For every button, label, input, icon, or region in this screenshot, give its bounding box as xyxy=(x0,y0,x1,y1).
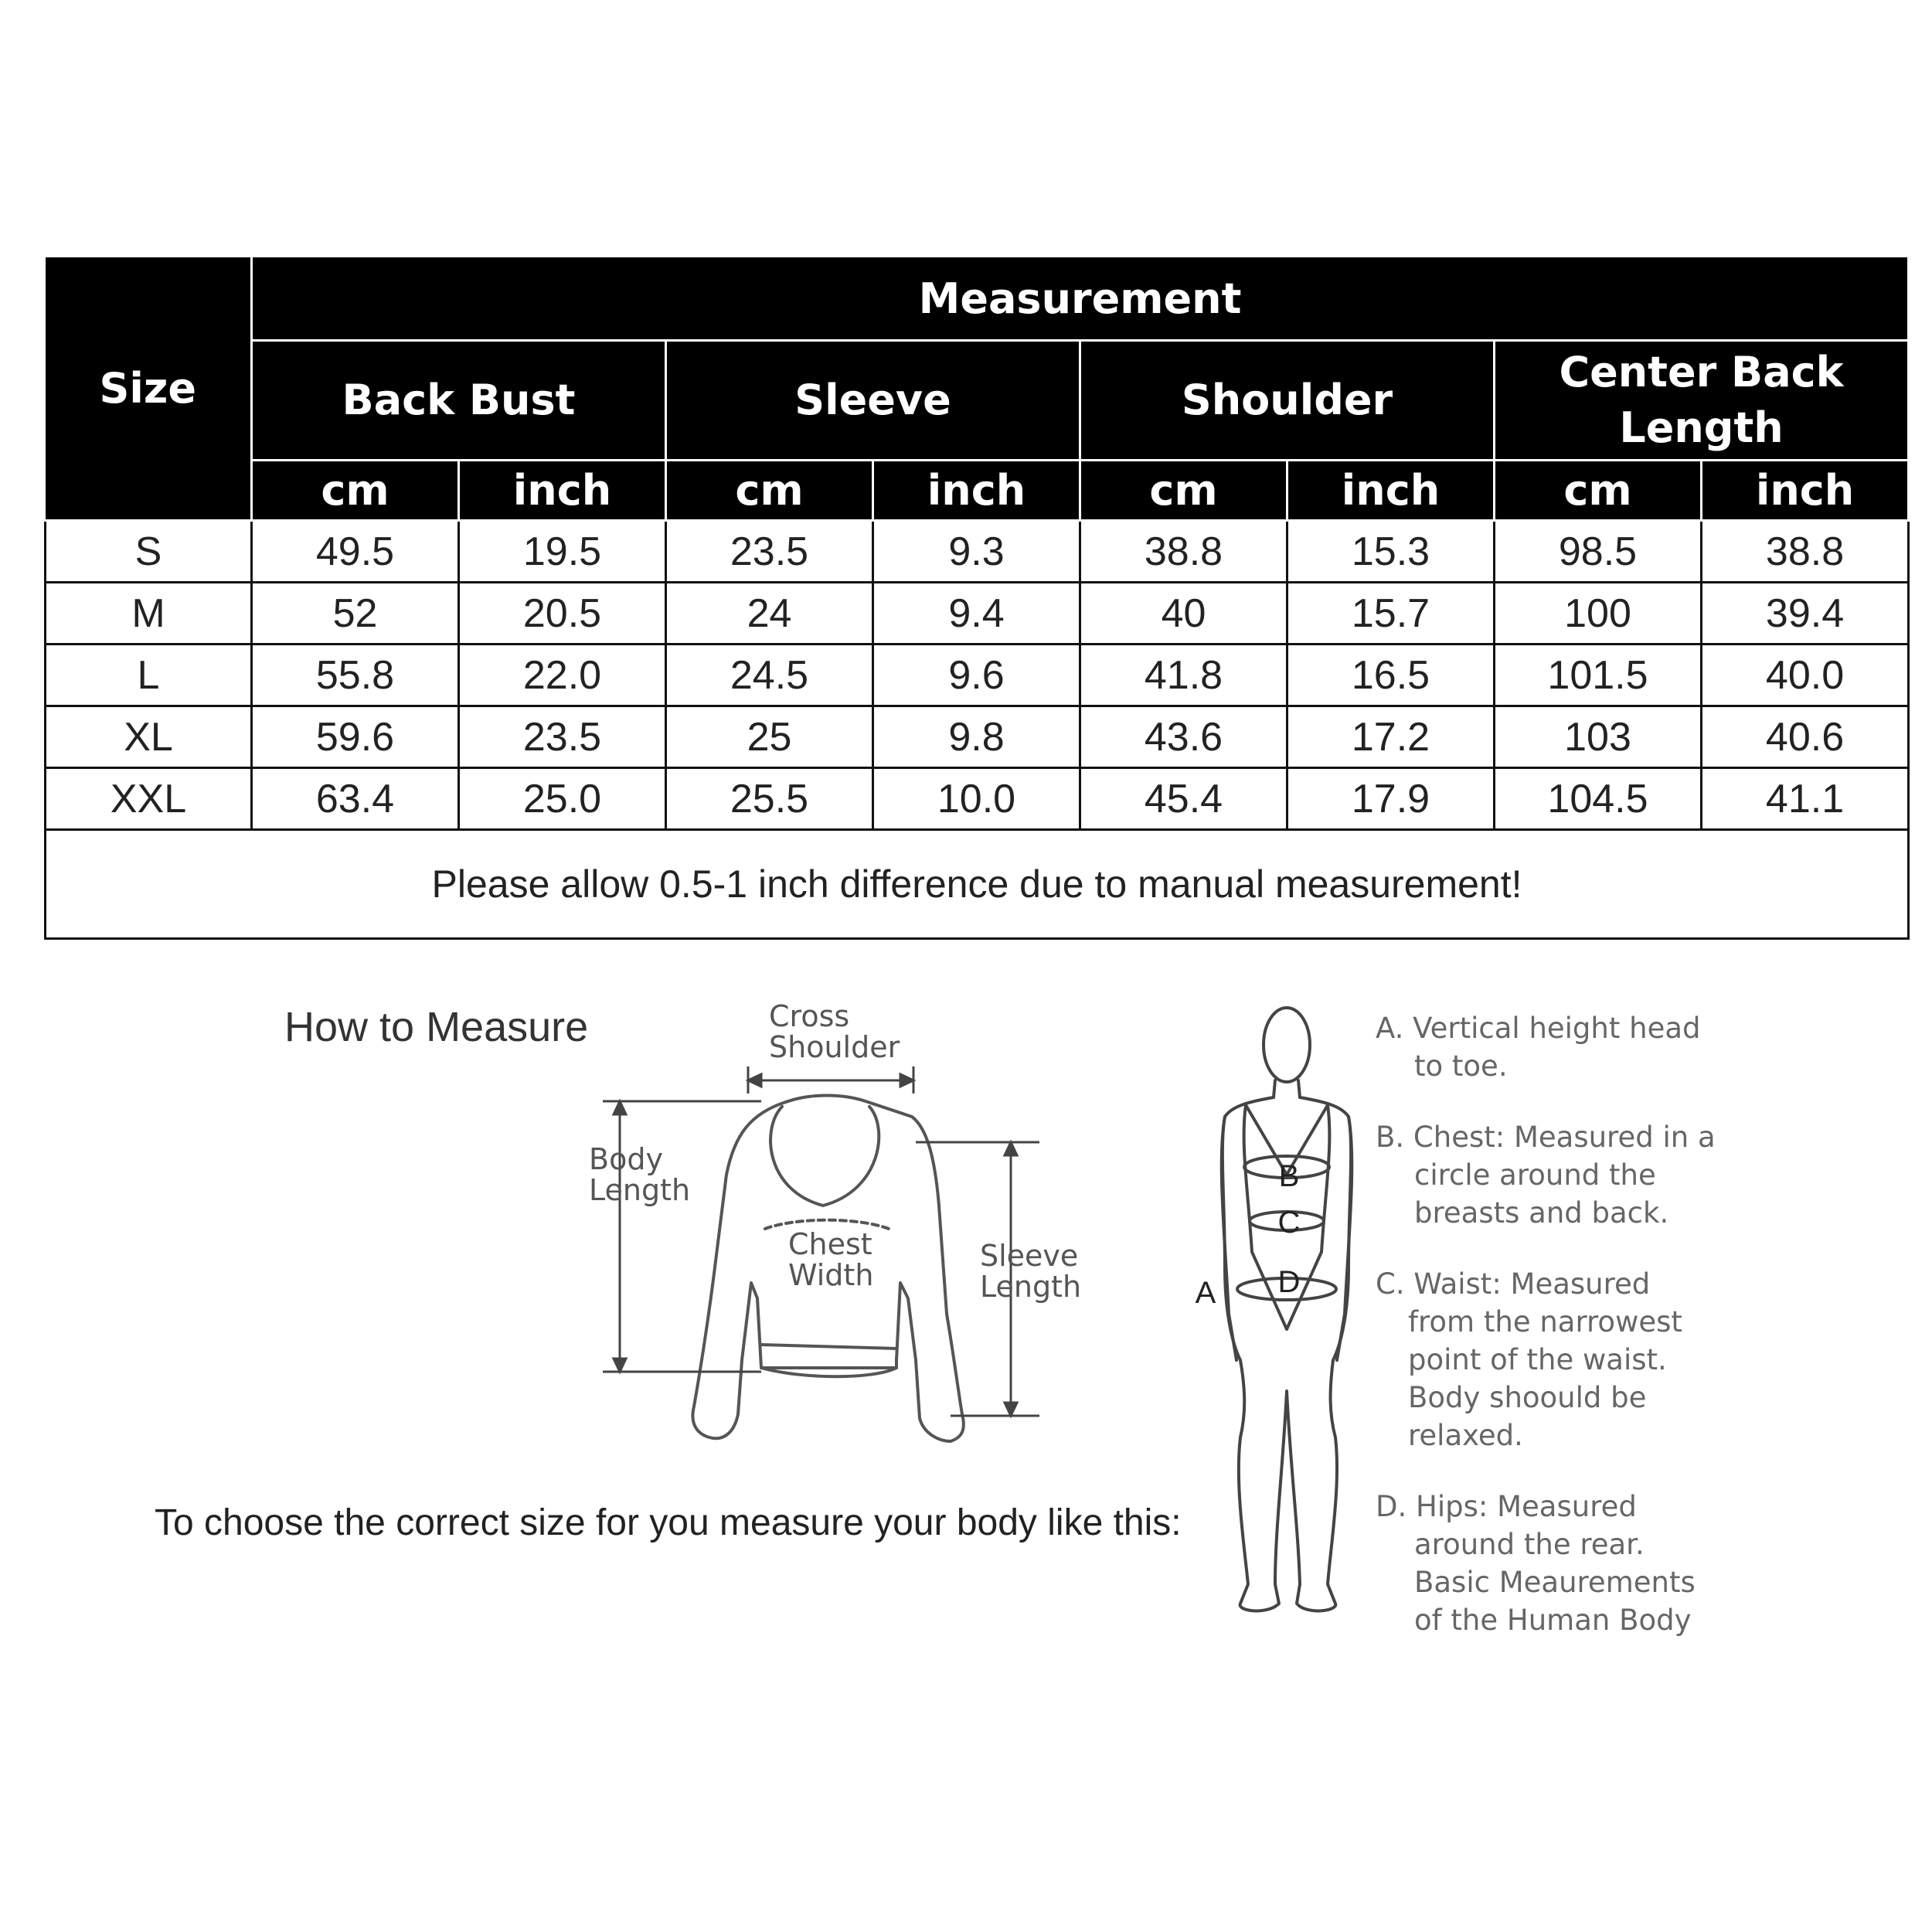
legend-item-b: B. Chest: Measured in a circle around the breasts and back. xyxy=(1376,1121,1716,1230)
value-cell: 16.5 xyxy=(1287,645,1495,706)
group-header-shoulder: Shoulder xyxy=(1080,341,1495,461)
how-to-measure-title: How to Measure xyxy=(284,1004,589,1050)
value-cell: 9.4 xyxy=(873,583,1080,645)
value-cell: 43.6 xyxy=(1080,706,1287,768)
value-cell: 98.5 xyxy=(1495,521,1702,583)
value-cell: 24 xyxy=(666,583,873,645)
value-cell: 22.0 xyxy=(459,645,666,706)
unit-header: inch xyxy=(1702,461,1909,521)
measurement-header: Measurement xyxy=(252,257,1909,341)
size-cell: XL xyxy=(46,706,252,768)
unit-header: inch xyxy=(459,461,666,521)
marker-c: C xyxy=(1277,1206,1301,1240)
value-cell: 100 xyxy=(1495,583,1702,645)
value-cell: 101.5 xyxy=(1495,645,1702,706)
value-cell: 24.5 xyxy=(666,645,873,706)
size-cell: M xyxy=(46,583,252,645)
marker-b: B xyxy=(1278,1159,1300,1193)
legend-item-d: D. Hips: Measured around the rear. Basic Meaurements of the Human Body xyxy=(1376,1490,1696,1637)
unit-header: inch xyxy=(873,461,1080,521)
choose-size-instruction: To choose the correct size for you measure your body like this: xyxy=(155,1502,1182,1543)
unit-header: cm xyxy=(666,461,873,521)
group-header-center-back-length: Center Back Length xyxy=(1495,341,1909,461)
value-cell: 38.8 xyxy=(1702,521,1909,583)
value-cell: 10.0 xyxy=(873,768,1080,830)
marker-a: A xyxy=(1195,1276,1216,1310)
value-cell: 41.8 xyxy=(1080,645,1287,706)
marker-d: D xyxy=(1277,1265,1301,1299)
unit-header: cm xyxy=(1495,461,1702,521)
value-cell: 15.7 xyxy=(1287,583,1495,645)
value-cell: 9.8 xyxy=(873,706,1080,768)
value-cell: 19.5 xyxy=(459,521,666,583)
value-cell: 17.2 xyxy=(1287,706,1495,768)
unit-header: cm xyxy=(252,461,459,521)
size-cell: XXL xyxy=(46,768,252,830)
cross-shoulder-label: Cross Shoulder xyxy=(769,999,900,1064)
measurement-legend xyxy=(1376,1009,1716,1672)
value-cell: 45.4 xyxy=(1080,768,1287,830)
chest-width-label: Chest Width xyxy=(788,1227,874,1292)
value-cell: 40.0 xyxy=(1702,645,1909,706)
value-cell: 23.5 xyxy=(459,706,666,768)
value-cell: 49.5 xyxy=(252,521,459,583)
size-column-header: Size xyxy=(46,257,252,521)
size-cell: L xyxy=(46,645,252,706)
value-cell: 38.8 xyxy=(1080,521,1287,583)
value-cell: 39.4 xyxy=(1702,583,1909,645)
value-cell: 15.3 xyxy=(1287,521,1495,583)
legend-item-c: C. Waist: Measured from the narrowest point of the waist. Body shoould be relaxed. xyxy=(1376,1267,1682,1452)
value-cell: 25.5 xyxy=(666,768,873,830)
unit-header: inch xyxy=(1287,461,1495,521)
body-length-label: Body Length xyxy=(589,1142,691,1207)
value-cell: 20.5 xyxy=(459,583,666,645)
value-cell: 55.8 xyxy=(252,645,459,706)
sleeve-length-label: Sleeve Length xyxy=(980,1239,1082,1304)
group-header-back-bust: Back Bust xyxy=(252,341,666,461)
group-header-sleeve: Sleeve xyxy=(666,341,1080,461)
value-cell: 9.3 xyxy=(873,521,1080,583)
unit-header: cm xyxy=(1080,461,1287,521)
value-cell: 9.6 xyxy=(873,645,1080,706)
value-cell: 59.6 xyxy=(252,706,459,768)
value-cell: 52 xyxy=(252,583,459,645)
value-cell: 63.4 xyxy=(252,768,459,830)
value-cell: 103 xyxy=(1495,706,1702,768)
measurement-note: Please allow 0.5-1 inch difference due to manual measurement! xyxy=(46,830,1909,939)
value-cell: 104.5 xyxy=(1495,768,1702,830)
legend-item-a: A. Vertical height head to toe. xyxy=(1376,1012,1701,1083)
value-cell: 25 xyxy=(666,706,873,768)
size-cell: S xyxy=(46,521,252,583)
head xyxy=(1264,1008,1310,1082)
value-cell: 17.9 xyxy=(1287,768,1495,830)
value-cell: 40.6 xyxy=(1702,706,1909,768)
value-cell: 25.0 xyxy=(459,768,666,830)
value-cell: 41.1 xyxy=(1702,768,1909,830)
value-cell: 40 xyxy=(1080,583,1287,645)
value-cell: 23.5 xyxy=(666,521,873,583)
